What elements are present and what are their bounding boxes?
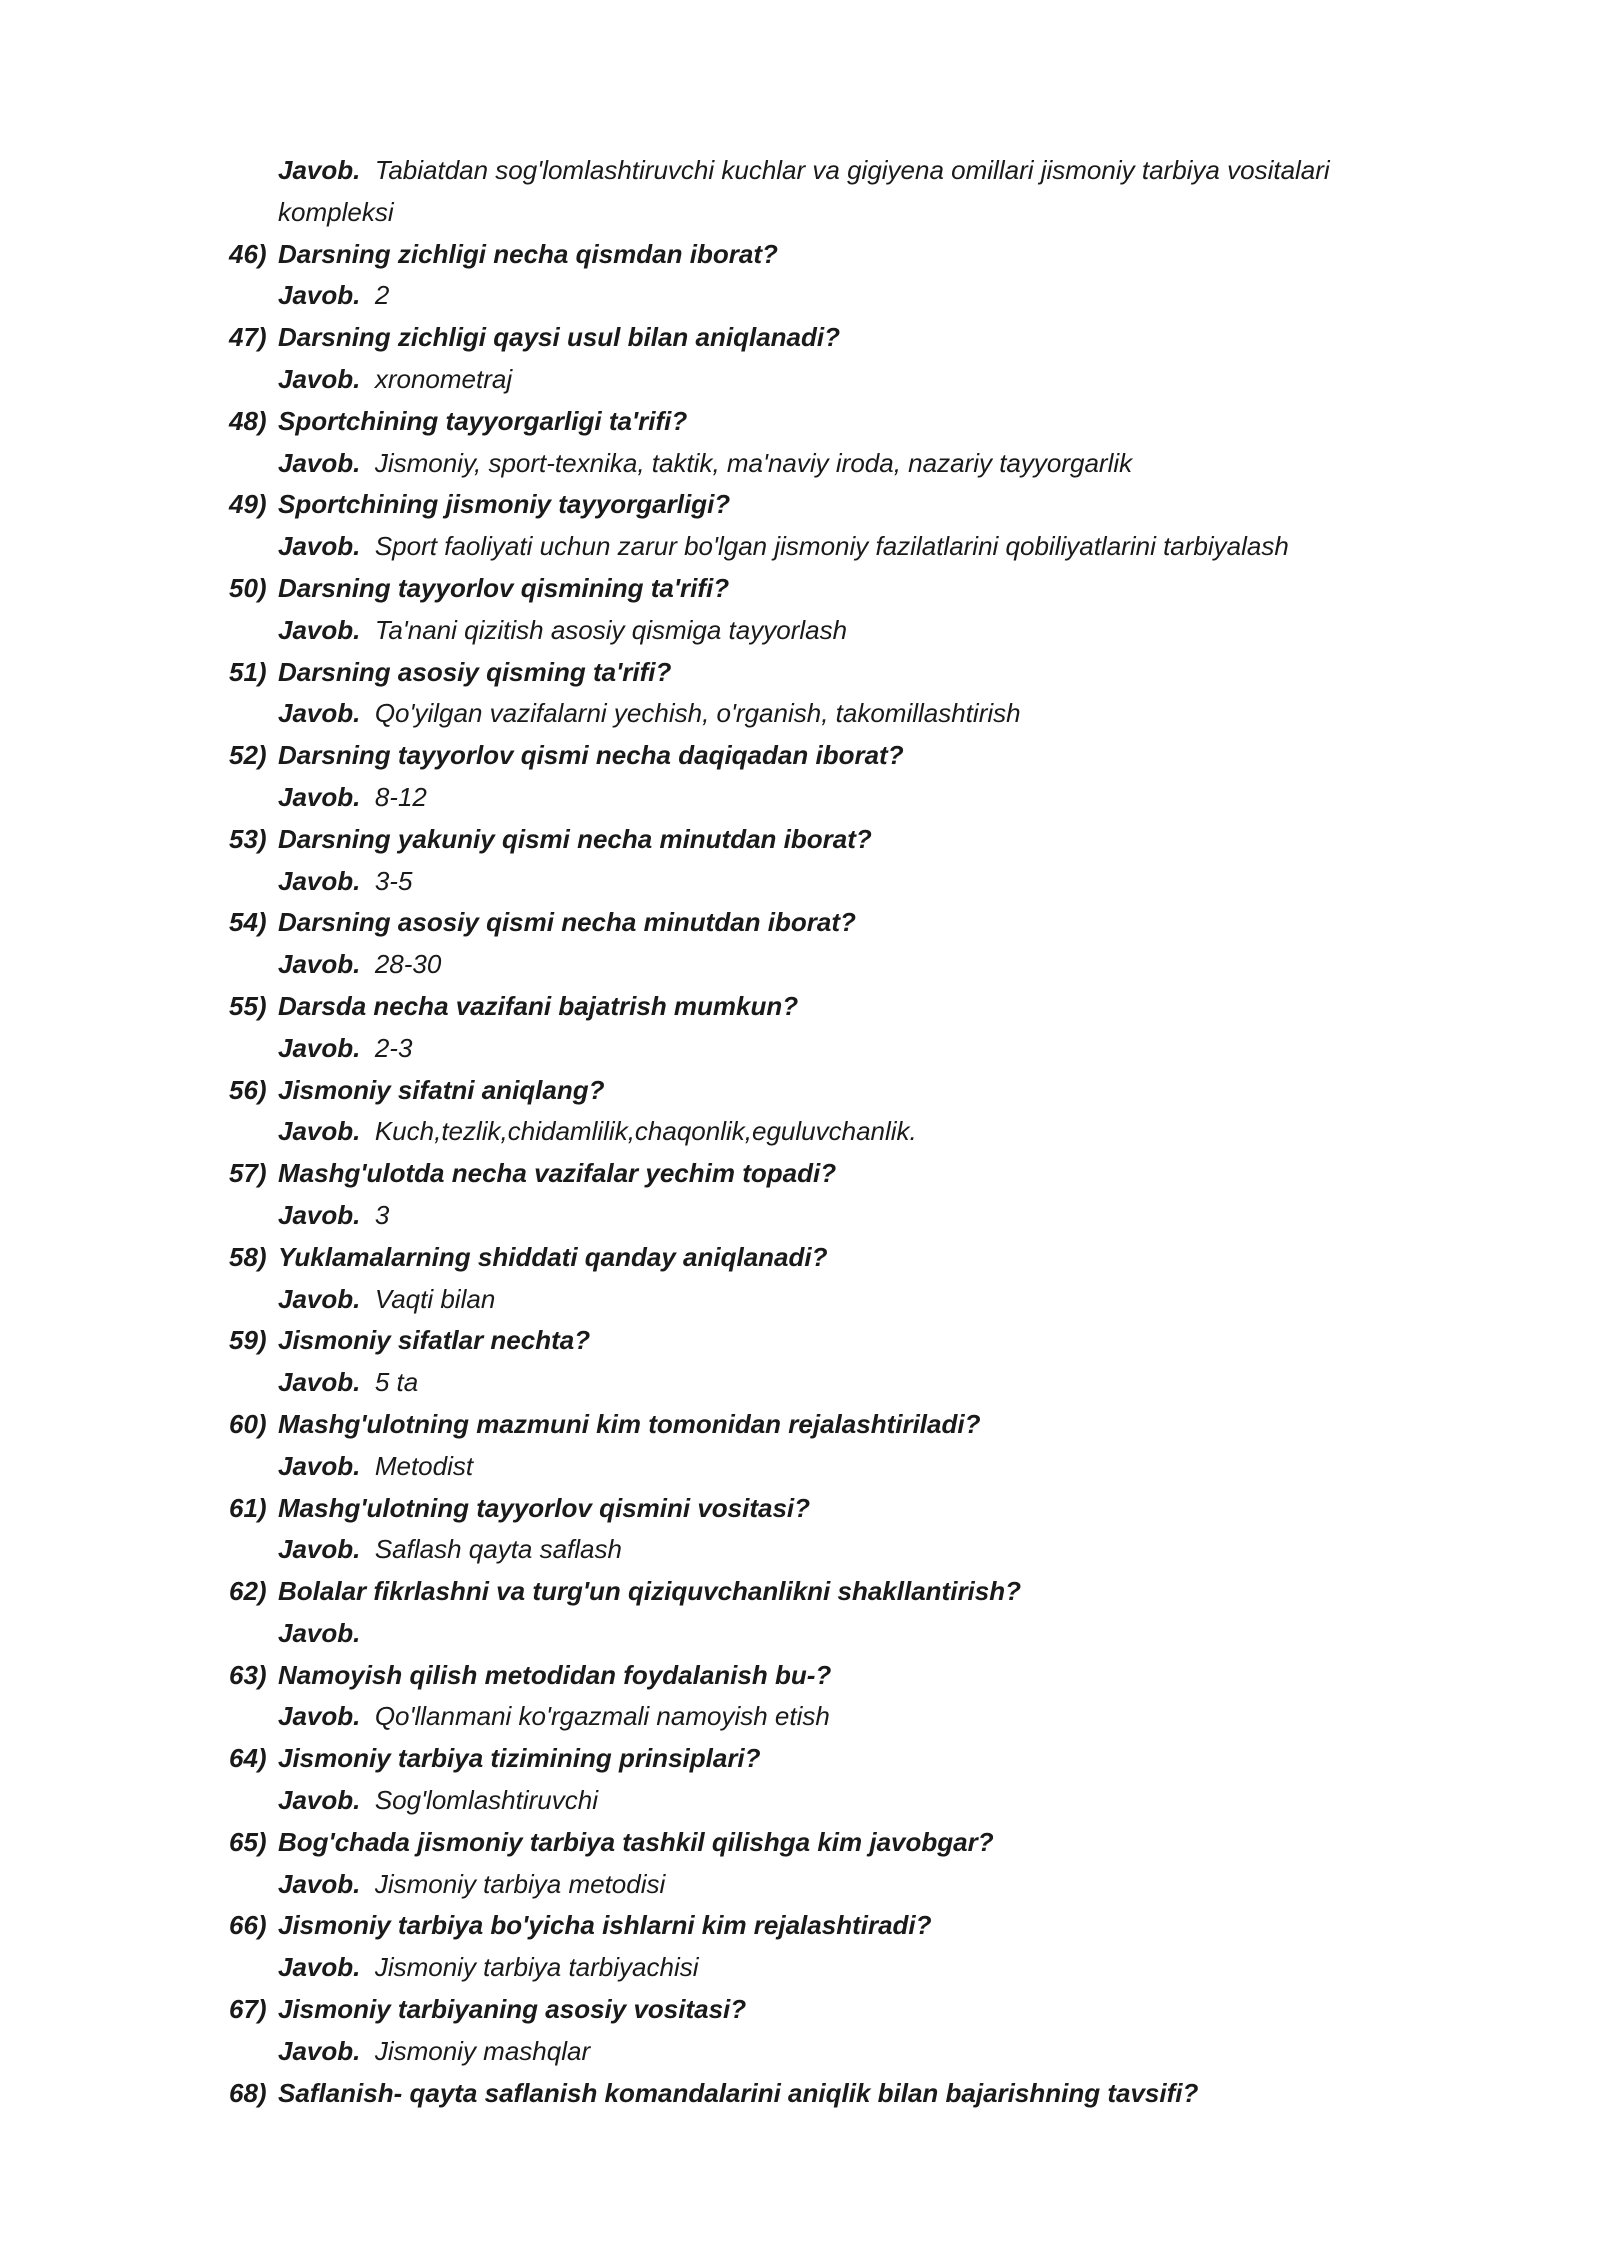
question-line: [0, 986, 1600, 1028]
answer-text: Sport faoliyati uchun zarur bo'lgan jismoniy fazilatlarini qobiliyatlarini tarbiyalash: [374, 531, 1289, 562]
answer-text: 28-30: [374, 949, 442, 980]
question-text: Mashg'ulotda necha vazifalar yechim topadi?: [278, 1158, 837, 1189]
question-text: Darsning zichligi necha qismdan iborat?: [278, 238, 778, 269]
question-number: 47): [229, 322, 267, 353]
question-line: [0, 1237, 1600, 1279]
answer-label: Javob.: [278, 1283, 361, 1314]
question-number: 51): [229, 656, 267, 687]
question-number: 64): [229, 1743, 267, 1774]
answer-line: [0, 1195, 1600, 1237]
answer-label: Javob.: [278, 865, 361, 896]
question-text: Namoyish qilish metodidan foydalanish bu-?: [278, 1659, 832, 1690]
answer-text: 3-5: [374, 865, 413, 896]
answer-line: [0, 1028, 1600, 1070]
question-line: [0, 2073, 1600, 2115]
answer-label: Javob.: [278, 1032, 361, 1063]
question-text: Jismoniy sifatni aniqlang?: [278, 1074, 605, 1105]
question-text: Bog'chada jismoniy tarbiya tashkil qilishga kim javobgar?: [278, 1826, 994, 1857]
question-number: 60): [229, 1408, 267, 1439]
answer-line: [0, 1279, 1600, 1321]
question-line: [0, 1571, 1600, 1613]
answer-label: Javob.: [278, 1785, 361, 1816]
answer-label: Javob.: [278, 698, 361, 729]
answer-text: xronometraj: [374, 363, 513, 394]
answer-line: [0, 1446, 1600, 1488]
answer-text: Tabiatdan sog'lomlashtiruvchi kuchlar va gigiyena omillari jismoniy tarbiya vositalari: [374, 155, 1330, 185]
question-line: [0, 1488, 1600, 1530]
question-line: [0, 819, 1600, 861]
question-line: [0, 1655, 1600, 1697]
answer-text: Qo'llanmani ko'rgazmali namoyish etish: [374, 1701, 830, 1732]
qa-list: [0, 150, 1600, 2114]
question-number: 61): [229, 1492, 267, 1523]
question-number: 46): [229, 238, 267, 269]
answer-label: Javob.: [278, 614, 361, 645]
answer-label: Javob.: [278, 531, 361, 562]
answer-label: Javob.: [278, 1450, 361, 1481]
question-text: Darsda necha vazifani bajatrish mumkun?: [278, 990, 799, 1021]
answer-text: Metodist: [374, 1450, 474, 1481]
question-number: 68): [229, 2077, 267, 2108]
intro-answer-line-2: [0, 192, 1600, 234]
answer-text: 3: [374, 1199, 390, 1230]
question-text: Darsning asosiy qismi necha minutdan iborat?: [278, 907, 856, 938]
answer-text: Kuch,tezlik,chidamlilik,chaqonlik,eguluvchanlik.: [374, 1116, 917, 1147]
question-line: [0, 902, 1600, 944]
answer-line: [0, 526, 1600, 568]
answer-text: Jismoniy tarbiya metodisi: [374, 1868, 666, 1899]
question-number: 67): [229, 1994, 267, 2025]
answer-line: [0, 1864, 1600, 1906]
question-number: 55): [229, 990, 267, 1021]
answer-text: 2: [374, 280, 390, 311]
question-text: Jismoniy tarbiya bo'yicha ishlarni kim rejalashtiradi?: [278, 1910, 932, 1941]
question-line: [0, 1738, 1600, 1780]
question-number: 58): [229, 1241, 267, 1272]
answer-label: Javob.: [278, 155, 361, 185]
answer-line: [0, 1613, 1600, 1655]
question-text: Jismoniy tarbiyaning asosiy vositasi?: [278, 1994, 747, 2025]
answer-line: [0, 861, 1600, 903]
answer-line: [0, 610, 1600, 652]
question-text: Darsning tayyorlov qismining ta'rifi?: [278, 572, 730, 603]
answer-text: 2-3: [374, 1032, 413, 1063]
answer-label: Javob.: [278, 1367, 361, 1398]
answer-label: Javob.: [278, 1701, 361, 1732]
question-line: [0, 484, 1600, 526]
question-line: [0, 317, 1600, 359]
question-number: 48): [229, 405, 267, 436]
answer-line: [0, 1529, 1600, 1571]
answer-line: [0, 944, 1600, 986]
answer-label: Javob.: [278, 1952, 361, 1983]
question-number: 65): [229, 1826, 267, 1857]
question-text: Sportchining tayyorgarligi ta'rifi?: [278, 405, 688, 436]
question-number: 59): [229, 1325, 267, 1356]
question-line: [0, 234, 1600, 276]
question-line: [0, 1320, 1600, 1362]
question-line: [0, 1153, 1600, 1195]
question-text: Mashg'ulotning tayyorlov qismini vositasi?: [278, 1492, 811, 1523]
answer-label: Javob.: [278, 280, 361, 311]
answer-line: [0, 275, 1600, 317]
answer-line: [0, 1111, 1600, 1153]
answer-text: Ta'nani qizitish asosiy qismiga tayyorlash: [374, 614, 848, 645]
question-line: [0, 1070, 1600, 1112]
question-number: 53): [229, 823, 267, 854]
answer-label: Javob.: [278, 447, 361, 478]
question-line: [0, 1404, 1600, 1446]
answer-label: Javob.: [278, 1199, 361, 1230]
answer-line: [0, 359, 1600, 401]
question-line: [0, 652, 1600, 694]
question-text: Saflanish- qayta saflanish komandalarini aniqlik bilan bajarishning tavsifi?: [278, 2077, 1199, 2108]
question-number: 56): [229, 1074, 267, 1105]
intro-answer-line-1: [0, 150, 1600, 192]
question-number: 54): [229, 907, 267, 938]
answer-label: Javob.: [278, 2035, 361, 2066]
answer-text: Qo'yilgan vazifalarni yechish, o'rganish, takomillashtirish: [374, 698, 1021, 729]
answer-line: [0, 693, 1600, 735]
question-number: 62): [229, 1576, 267, 1607]
answer-line: [0, 1947, 1600, 1989]
answer-text: Sog'lomlashtiruvchi: [374, 1785, 598, 1816]
answer-text: Jismoniy tarbiya tarbiyachisi: [374, 1952, 699, 1983]
answer-label: Javob.: [278, 781, 361, 812]
question-line: [0, 568, 1600, 610]
question-line: [0, 735, 1600, 777]
answer-label: Javob.: [278, 1116, 361, 1147]
question-number: 66): [229, 1910, 267, 1941]
question-text: Yuklamalarning shiddati qanday aniqlanadi?: [278, 1241, 828, 1272]
answer-text: Jismoniy mashqlar: [374, 2035, 591, 2066]
question-number: 57): [229, 1158, 267, 1189]
answer-text-continuation: kompleksi: [278, 196, 394, 227]
answer-label: Javob.: [278, 1617, 361, 1648]
question-text: Darsning tayyorlov qismi necha daqiqadan iborat?: [278, 740, 904, 771]
answer-label: Javob.: [278, 949, 361, 980]
answer-line: [0, 1696, 1600, 1738]
question-text: Bolalar fikrlashni va turg'un qiziquvchanlikni shakllantirish?: [278, 1576, 1022, 1607]
question-text: Darsning zichligi qaysi usul bilan aniqlanadi?: [278, 322, 840, 353]
question-line: [0, 1905, 1600, 1947]
answer-label: Javob.: [278, 1534, 361, 1565]
question-text: Darsning yakuniy qismi necha minutdan iborat?: [278, 823, 872, 854]
question-line: [0, 401, 1600, 443]
question-number: 50): [229, 572, 267, 603]
answer-line: [0, 777, 1600, 819]
answer-label: Javob.: [278, 1868, 361, 1899]
question-number: 52): [229, 740, 267, 771]
answer-text: Jismoniy, sport-texnika, taktik, ma'naviy iroda, nazariy tayyorgarlik: [374, 447, 1133, 478]
question-number: 49): [229, 489, 267, 520]
question-text: Sportchining jismoniy tayyorgarligi?: [278, 489, 731, 520]
question-text: Darsning asosiy qisming ta'rifi?: [278, 656, 672, 687]
answer-text: 8-12: [374, 781, 427, 812]
answer-text: Saflash qayta saflash: [374, 1534, 622, 1565]
answer-line: [0, 1362, 1600, 1404]
question-text: Jismoniy tarbiya tizimining prinsiplari?: [278, 1743, 761, 1774]
answer-label: Javob.: [278, 363, 361, 394]
question-text: Jismoniy sifatlar nechta?: [278, 1325, 591, 1356]
answer-text: Vaqti bilan: [374, 1283, 496, 1314]
question-number: 63): [229, 1659, 267, 1690]
answer-line: [0, 443, 1600, 485]
question-line: [0, 1822, 1600, 1864]
answer-text: 5 ta: [374, 1367, 419, 1398]
answer-line: [0, 2031, 1600, 2073]
question-text: Mashg'ulotning mazmuni kim tomonidan rejalashtiriladi?: [278, 1408, 981, 1439]
answer-line: [0, 1780, 1600, 1822]
question-line: [0, 1989, 1600, 2031]
